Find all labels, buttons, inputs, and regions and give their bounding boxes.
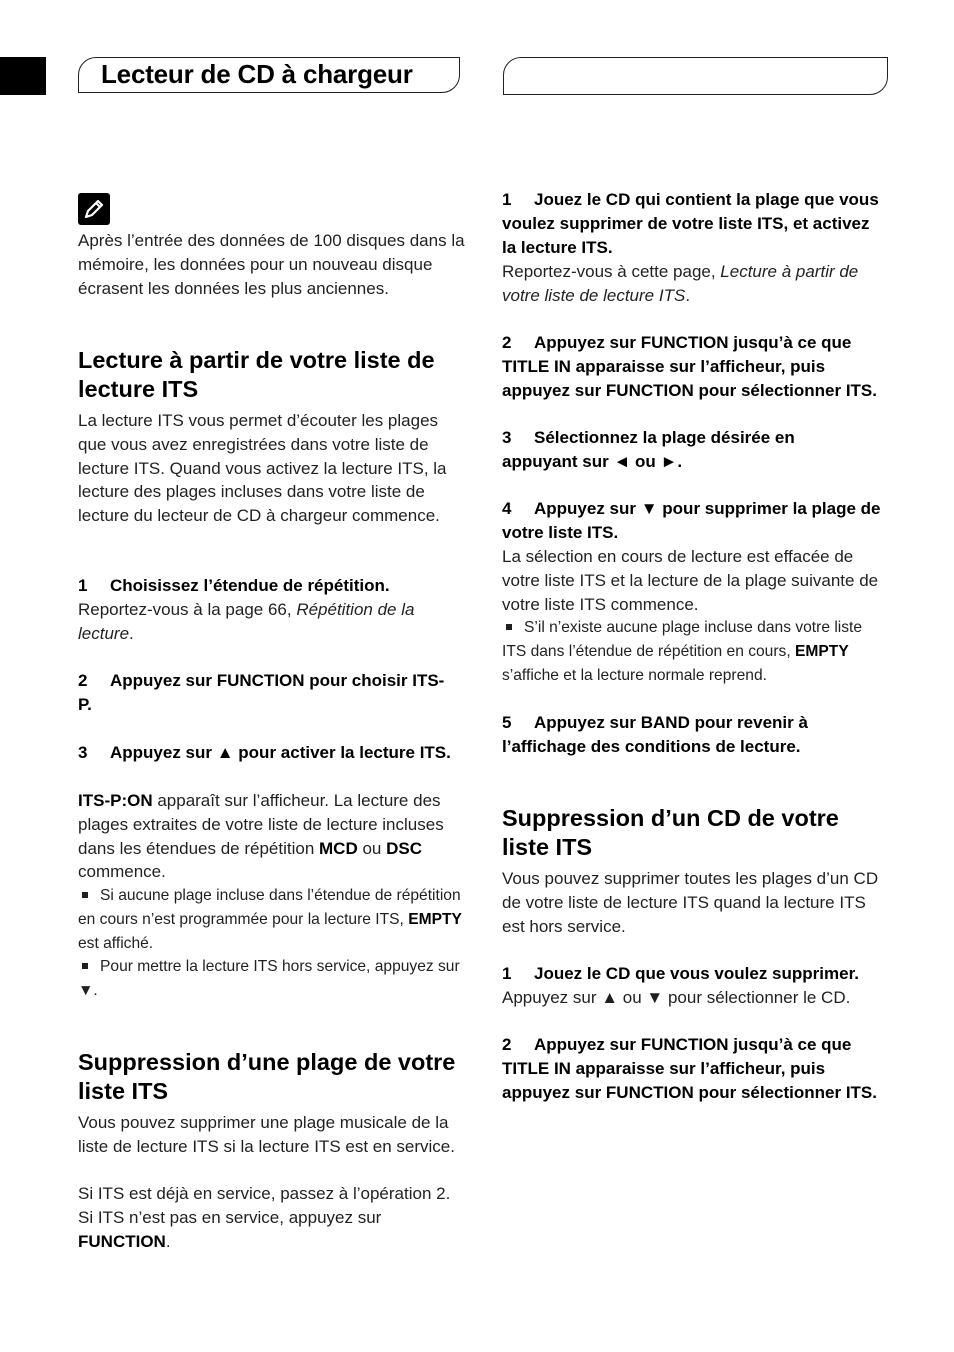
step-heading: 1 Jouez le CD qui contient la plage que vous voulez supprimer de votre liste ITS, et activez la lecture ITS. [502, 190, 879, 257]
section-tab-marker [0, 57, 46, 95]
note-text: Après l’entrée des données de 100 disques dans la mémoire, les données pour un nouveau disque écrasent les données les plus anciennes. [78, 231, 465, 298]
step-heading: 2 Appuyez sur FUNCTION pour choisir ITS-P. [78, 671, 445, 714]
section-body: Si ITS est déjà en service, passez à l’opération 2. Si ITS n’est pas en service, appuyez sur FUNCTION. [78, 1184, 451, 1251]
step-heading: 3 Appuyez sur ▲ pour activer la lecture ITS. [78, 743, 451, 762]
right-column [502, 0, 888, 1352]
bullet-square-icon [506, 624, 512, 630]
section-heading-its-playback: Lecture à partir de votre liste de lecture ITS [78, 347, 435, 402]
step-heading: 5 Appuyez sur BAND pour revenir à l’affichage des conditions de lecture. [502, 713, 808, 756]
step-heading: 1 Choisissez l’étendue de répétition. [78, 576, 390, 595]
bullet-square-icon [82, 963, 88, 969]
section-heading-delete-track: Suppression d’une plage de votre liste ITS [78, 1049, 456, 1104]
step-body: Reportez-vous à la page 66, Répétition de la lecture. [78, 600, 415, 643]
section-intro: Vous pouvez supprimer une plage musicale de la liste de lecture ITS si la lecture ITS est en service. [78, 1113, 455, 1156]
bullet-item: Pour mettre la lecture ITS hors service, appuyez sur ▼. [78, 958, 460, 999]
bullet-item: S’il n’existe aucune plage incluse dans votre liste ITS dans l’étendue de répétition en cours, EMPTY s’affiche et la lecture normale reprend. [502, 619, 863, 684]
section-intro: La lecture ITS vous permet d’écouter les plages que vous avez enregistrées dans votre liste de lecture ITS. Quand vous activez la lecture ITS, la lecture des plages incluses dans votre liste de lecture du lecteur de CD à chargeur commence. [78, 411, 447, 526]
step-body: Appuyez sur ▲ ou ▼ pour sélectionner le CD. [502, 988, 851, 1007]
step-body: Reportez-vous à cette page, Lecture à partir de votre liste de lecture ITS. [502, 262, 859, 305]
bullet-square-icon [82, 892, 88, 898]
section-heading-delete-cd: Suppression d’un CD de votre liste ITS [502, 805, 839, 860]
step-body: ITS-P:ON apparaît sur l’afficheur. La lecture des plages extraites de votre liste de lecture incluses dans les étendues de répétition MCD ou DSC commence. [78, 791, 444, 882]
step-heading: 2 Appuyez sur FUNCTION jusqu’à ce que TITLE IN apparaisse sur l’afficheur, puis appuyez sur FUNCTION pour sélectionner ITS. [502, 1035, 877, 1102]
step-heading: 4 Appuyez sur ▼ pour supprimer la plage de votre liste ITS. [502, 499, 881, 542]
step-heading: 2 Appuyez sur FUNCTION jusqu’à ce que TITLE IN apparaisse sur l’afficheur, puis appuyez sur FUNCTION pour sélectionner ITS. [502, 333, 877, 400]
section-intro: Vous pouvez supprimer toutes les plages d’un CD de votre liste de lecture ITS quand la lecture ITS est hors service. [502, 869, 879, 936]
note-icon [78, 193, 110, 225]
left-column [78, 0, 464, 1352]
step-body: La sélection en cours de lecture est effacée de votre liste ITS et la lecture de la plage suivante de votre liste ITS commence. [502, 547, 879, 614]
step-heading: 3 Sélectionnez la plage désirée en appuyant sur ◄ ou ►. [502, 428, 795, 471]
step-heading: 1 Jouez le CD que vous voulez supprimer. [502, 964, 859, 983]
page-title: Lecteur de CD à chargeur [101, 59, 413, 89]
bullet-item: Si aucune plage incluse dans l’étendue de répétition en cours n’est programmée pour la lecture ITS, EMPTY est affiché. [78, 887, 462, 952]
